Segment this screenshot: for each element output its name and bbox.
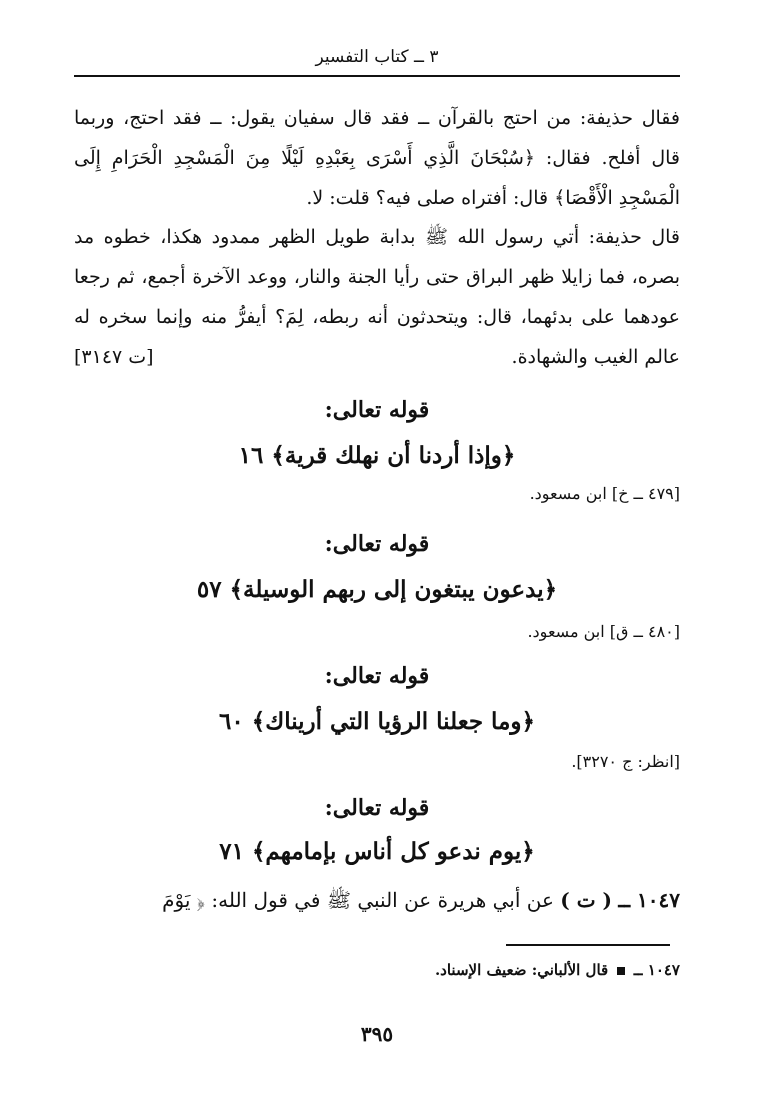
section-heading: قوله تعالى: <box>324 397 430 423</box>
section-verse: ﴿يوم ندعو كل أناس بإمامهم﴾ ٧١ <box>219 838 535 865</box>
hadith-text: عن أبي هريرة عن النبي ﷺ في قول الله: ﴿ يَوْمَ <box>162 888 554 912</box>
footnote-text: قال الألباني: ضعيف الإسناد. <box>434 961 609 979</box>
section-ref: [٤٨٠ ــ ق] ابن مسعود. <box>527 622 680 641</box>
section-heading: قوله تعالى: <box>324 795 430 821</box>
footnote-number: ١٠٤٧ ــ <box>633 961 680 979</box>
section-verse: ﴿وما جعلنا الرؤيا التي أريناك﴾ ٦٠ <box>219 708 535 735</box>
hadith-number: ١٠٤٧ ــ <box>618 888 680 912</box>
footnote <box>74 956 680 984</box>
section-ref: [انظر: ج ٣٢٧٠]. <box>571 752 680 771</box>
paragraph-2-ref: [ت ٣١٤٧] <box>74 346 154 368</box>
square-bullet-icon <box>617 967 625 975</box>
paragraph-2-text: قال حذيفة: أتي رسول الله ﷺ بدابة طويل الظهر ممدود هكذا، خطوه مد بصره، فما زايلا ظهر البراق حتى رأيا الجنة والنار، ووعد الآخرة أجمع، ثم رجعا عودهما على بدئهما، قال: ويتحدثون أنه ربطه، لِمَ؟ أيفرُّ منه وإنما سخره له عالم الغيب والشهادة. <box>74 226 680 368</box>
header-rule <box>74 75 680 77</box>
page-number: ٣٩٥ <box>360 1022 394 1046</box>
section-heading: قوله تعالى: <box>324 663 430 689</box>
section-verse: ﴿يدعون يبتغون إلى ربهم الوسيلة﴾ ٥٧ <box>196 576 558 603</box>
section-heading: قوله تعالى: <box>324 531 430 557</box>
hadith-code: ( ت ) <box>560 888 612 912</box>
running-header: ٣ ــ كتاب التفسير <box>315 47 439 67</box>
section-ref: [٤٧٩ ــ خ] ابن مسعود. <box>529 484 680 503</box>
section-verse: ﴿وإذا أردنا أن نهلك قرية﴾ ١٦ <box>238 442 516 469</box>
footnote-rule <box>506 944 670 946</box>
hadith-entry <box>74 880 680 920</box>
paragraph-1: فقال حذيفة: من احتج بالقرآن ــ فقد قال سفيان يقول: ــ فقد احتج، وربما قال أفلح. فقال: ﴿سُبْحَانَ الَّذِي أَسْرَى بِعَبْدِهِ لَيْلًا مِنَ الْمَسْجِدِ الْحَرَامِ إِلَى الْمَسْجِدِ الْأَقْصَا﴾ قال: أفتراه صلى فيه؟ قلت: لا. <box>74 107 680 209</box>
paragraph-2 <box>74 217 680 377</box>
